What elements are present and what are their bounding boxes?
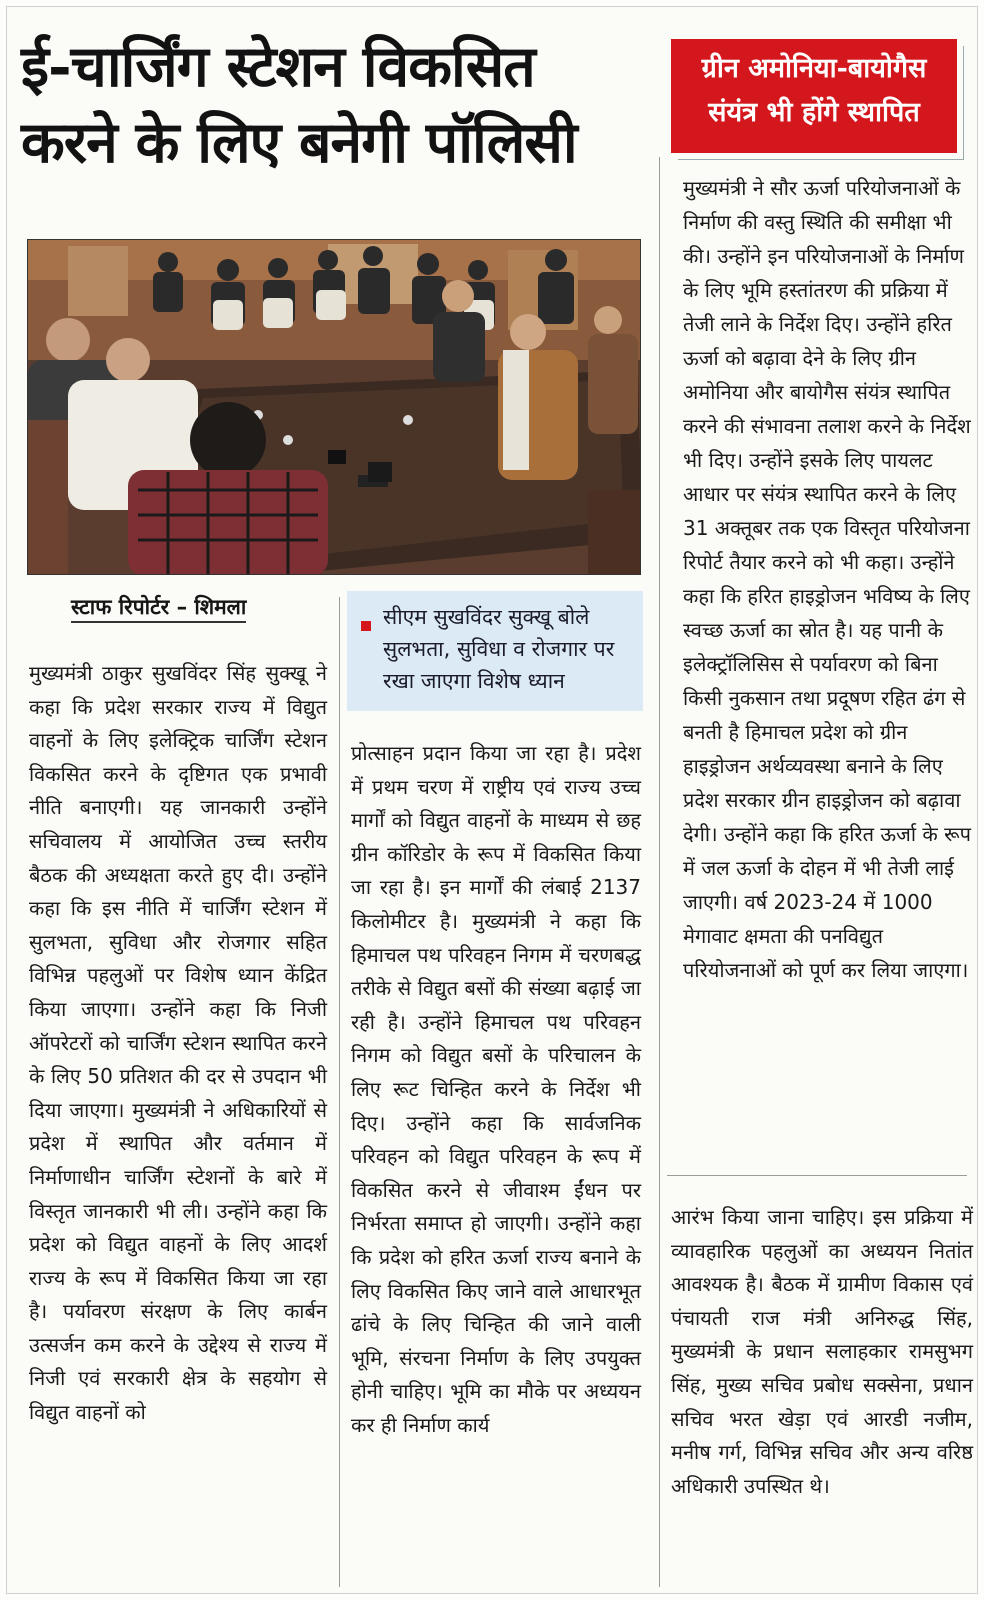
column-divider (339, 597, 340, 1587)
pull-quote (347, 591, 643, 711)
section-divider (667, 1175, 967, 1176)
headline-line-1: ई-चार्जिंग स्टेशन विकसित (21, 33, 535, 100)
column-divider (659, 157, 660, 1587)
pull-quote-text: सीएम सुखविंदर सुक्खू बोले सुलभता, सुविधा व रोजगार पर रखा जाएगा विशेष ध्यान (383, 605, 615, 693)
sidebar-headline-line-2: संयंत्र भी होंगे स्थापित (708, 97, 920, 128)
article-column-2: प्रोत्साहन प्रदान किया जा रहा है। प्रदेश में प्रथम चरण में राष्ट्रीय एवं राज्य उच्च मार्गों को विद्युत वाहनों के माध्यम से छह ग्रीन कॉरिडोर के रूप में विकसित किया जा रहा है। इन मार्गों की लंबाई 2137 किलोमीटर है। मुख्यमंत्री ने कहा कि हिमाचल पथ परिवहन निगम में चरणबद्ध तरीके से विद्युत बसों की संख्या बढ़ाई जा रही है। उन्होंने हिमाचल पथ परिवहन निगम को विद्युत बसों के परिचालन के लिए रूट चिन्हित करने के निर्देश भी दिए। उन्होंने कहा कि सार्वजनिक परिवहन को विद्युत परिवहन के रूप में विकसित करने से जीवाश्म ईंधन पर निर्भरता समाप्त हो जाएगी। उन्होंने कहा कि प्रदेश को हरित ऊर्जा राज्य बनाने के लिए विकसित किए जाने वाले आधारभूत ढांचे के लिए चिन्हित की जाने वाली भूमि, संरचना निर्माण के लिए उपयुक्त होनी चाहिए। भूमि का मौके पर अध्ययन कर ही निर्माण कार्य (351, 741, 641, 1437)
headline-line-2: करने के लिए बनेगी पॉलिसी (21, 109, 577, 177)
newspaper-clipping (6, 6, 978, 1594)
main-headline (21, 33, 657, 178)
article-column-3-continued: आरंभ किया जाना चाहिए। इस प्रक्रिया में व्यावहारिक पहलुओं का अध्ययन नितांत आवश्यक है। बैठक में ग्रामीण विकास एवं पंचायती राज मंत्री अनिरुद्ध सिंह, मुख्यमंत्री के प्रधान सलाहकार रामसुभग सिंह, मुख्य सचिव प्रबोध सक्सेना, प्रधान सचिव भरत खेड़ा एवं आरडी नजीम, मनीष गर्ग, विभिन्न सचिव और अन्य वरिष्ठ अधिकारी उपस्थित थे। (671, 1205, 973, 1498)
article-column-1: मुख्यमंत्री ठाकुर सुखविंदर सिंह सुक्खू ने कहा कि प्रदेश सरकार राज्य में विद्युत वाहनों के लिए इलेक्ट्रिक चार्जिंग स्टेशन विकसित करने के दृष्टिगत एक प्रभावी नीति बनाएगी। यह जानकारी उन्होंने सचिवालय में आयोजित उच्च स्तरीय बैठक की अध्यक्षता करते हुए दी। उन्होंने कहा कि इस नीति में चार्जिंग स्टेशन में सुलभता, सुविधा और रोजगार सहित विभिन्न पहलुओं पर विशेष ध्यान केंद्रित किया जाएगा। उन्होंने कहा कि निजी ऑपरेटरों को चार्जिंग स्टेशन स्थापित करने के लिए 50 प्रतिशत की दर से उपदान भी दिया जाएगा। मुख्यमंत्री ने अधिकारियों से प्रदेश में स्थापित और वर्तमान में निर्माणाधीन चार्जिंग स्टेशनों के बारे में विस्तृत जानकारी भी ली। उन्होंने कहा कि प्रदेश को विद्युत वाहनों के लिए आदर्श राज्य के रूप में विकसित किया जा रहा है। पर्यावरण संरक्षण के लिए कार्बन उत्सर्जन कम करने के उद्देश्य से राज्य में निजी एवं सरकारी क्षेत्र के सहयोग से विद्युत वाहनों को (29, 661, 327, 1425)
sidebar-story-text: मुख्यमंत्री ने सौर ऊर्जा परियोजनाओं के निर्माण की वस्तु स्थिति की समीक्षा भी की। उन्होंने इन परियोजनाओं के निर्माण के लिए भूमि हस्तांतरण की प्रक्रिया में तेजी लाने के निर्देश दिए। उन्होंने हरित ऊर्जा को बढ़ावा देने के लिए ग्रीन अमोनिया और बायोगैस संयंत्र स्थापित करने की संभावना तलाश करने के निर्देश भी दिए। उन्होंने इसके लिए पायलट आधार पर संयंत्र स्थापित करने के लिए 31 अक्तूबर तक एक विस्तृत परियोजना रिपोर्ट तैयार करने को भी कहा। उन्होंने कहा कि हरित हाइड्रोजन भविष्य के लिए स्वच्छ ऊर्जा का स्रोत है। यह पानी के इलेक्ट्रॉलिसिस से पर्यावरण को बिना किसी नुकसान तथा प्रदूषण रहित ढंग से बनती है हिमाचल प्रदेश को ग्रीन हाइड्रोजन अर्थव्यवस्था बनाने के लिए प्रदेश सरकार ग्रीन हाइड्रोजन को बढ़ावा देगी। उन्होंने कहा कि हरित ऊर्जा के रूप में जल ऊर्जा के दोहन में भी तेजी लाई जाएगी। वर्ष 2023-24 में 1000 मेगावाट क्षमता की पनविद्युत परियोजनाओं को पूर्ण कर लिया जाएगा। (683, 176, 972, 982)
square-bullet-icon (361, 621, 371, 631)
sidebar-headline-line-1: ग्रीन अमोनिया-बायोगैस (701, 53, 927, 84)
sidebar-headline-box (671, 39, 957, 153)
meeting-photo (27, 239, 641, 575)
byline-text: स्टाफ रिपोर्टर – शिमला (71, 595, 246, 623)
meeting-photo-illustration (28, 240, 641, 575)
byline (71, 593, 311, 621)
